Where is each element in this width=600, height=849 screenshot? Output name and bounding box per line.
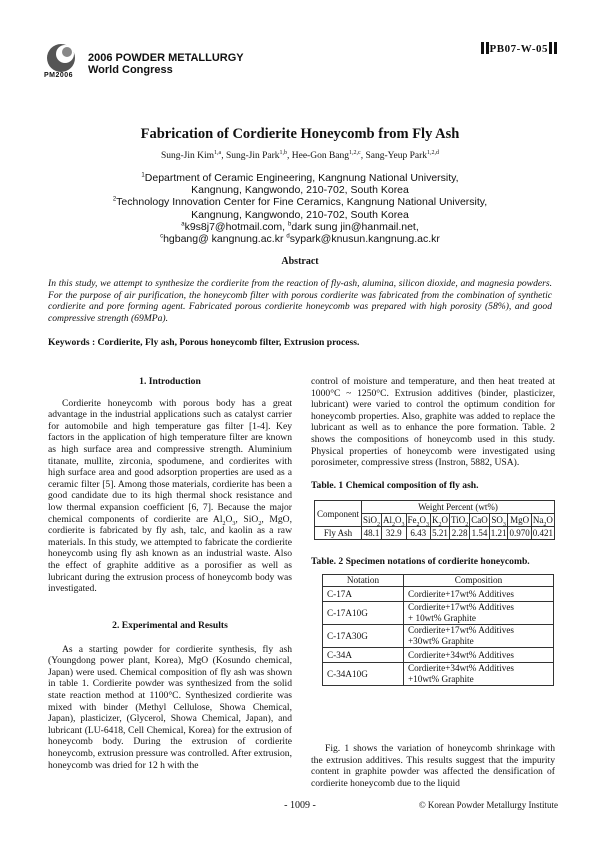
table-header: $Fe_2O_3$ (407, 515, 430, 528)
composition-cell: Cordierite+17wt% Additives (404, 587, 554, 602)
paragraph: Cordierite honeycomb with porous body has a great advantage in the industrial applications such as catalyst carrier for automobile and high temperature gas filter [1-4]. Key factors in the application of high temperature filter are known as high surface area and compressive strength. Aluminium titanate, mullite, zirconia, spodumene, and cordierites with high surface area and good adsorption properties are used as a ceramic filter [5]. Among those materials, cordierite has been a good candidate due to its high thermal shock resistance and low thermal expansion coefficient [6, 7]. Because the major chemical components of cordierite are $Al_2O_3$, SiO$_2$, MgO, cordierite is fabricated by fly ash, talc, and kaolin as a raw materials. In this study, we attempted to fabricate the cordierite honeycomb using fly ash known as an industrial waste. Also the effect of graphite additive as a porosifier as well as lubricant during the extrusion process of honeycomb body was investigated. (48, 397, 293, 595)
notation-cell: C-34A10G (323, 663, 404, 686)
results-paragraph (311, 743, 555, 789)
author-list: Sung-Jin Kim$^{1,a}$, Sung-Jin Park$^{1,b}$, Hee-Gon Bang$^{1,2,c}$, Sang-Yeup Park$^{1,2,d}$ (160, 149, 440, 161)
paragraph: As a starting powder for cordierite synthesis, fly ash (Youngdong power plant, Korea), MgO (Kosundo chemical, Japan) were used. Chemical composition of fly ash was shown in table 1. Cordierite powder was synthesized from the solid state reaction method at 1100°C. Synthesized cordierite was mixed with binder (Methyl Cellulose, Showa Chemical, Japan), plasticizer, (Glycerol, Showa Chemical, Japan), and lubricant (LU-6418, Cell Chemical, Korea) for the extrusion of honeycomb body. During the extrusion of cordierite honeycomb, extrusion pressure was controlled. After extrusion, honeycomb was dried for 12 h with the (48, 643, 292, 771)
table2-caption: Table. 2 Specimen notations of cordierite honeycomb. (311, 556, 530, 567)
keywords: Keywords : Cordierite, Fly ash, Porous honeycomb filter, Extrusion process. (48, 337, 360, 348)
paragraph: control of moisture and temperature, and then heat treated at 1000°C ~ 1250°C. Extrusion additives (binder, plasticizer, lubricant) were varied to control the optimum condition for honeycomb properties. Also, graphite was added to replace the lubricant as well as to enhance the pore formation. Table. 2 shows the compositions of honeycomb used in this study. Physical properties of honeycomb were investigated using porosimeter, compressive stress (Instron, 5882, USA). (311, 376, 555, 469)
table-cell: 2.28 (450, 527, 470, 540)
conference-name: 2006 POWDER METALLURGY World Congress (88, 52, 244, 76)
composition-cell: Cordierite+34wt% Additives +10wt% Graphite (404, 663, 554, 686)
paragraph: Fig. 1 shows the variation of honeycomb shrinkage with the extrusion additives. This results suggest that the impurity content in graphite powder was affected the densification of cordierite honeycomb due to the liquid (311, 743, 555, 789)
table2 (322, 574, 554, 686)
section-heading: 1. Introduction (139, 376, 201, 387)
table-row (323, 587, 554, 602)
pm2006-logo-icon (44, 42, 78, 76)
table-cell: 0.421 (532, 528, 553, 538)
table-header: $K_2O$ (432, 515, 449, 528)
section-heading: 2. Experimental and Results (112, 620, 228, 631)
table-header: Weight Percent (wt%) (362, 501, 555, 514)
notation-cell: C-34A (323, 648, 404, 663)
abstract-heading: Abstract (281, 256, 319, 267)
table-cell: 48.1 (362, 527, 382, 540)
table-cell: Fly Ash (315, 527, 362, 540)
composition-cell: Cordierite+17wt% Additives + 10wt% Graphite (404, 602, 554, 625)
table-row (323, 602, 554, 625)
table-header: Component (315, 501, 362, 527)
table-row (323, 663, 554, 686)
table-cell: 1.21 (490, 528, 507, 538)
abstract-text: In this study, we attempt to synthesize the cordierite from the reaction of fly-ash, alumina, silicon dioxide, and magnesia powders. For the purpose of air purification, the honeycomb filter with porous cordierite was fabricated from the combination of synthetic cordierite and pore forming agent. Fabricated porous cordierite honeycomb was prepared with high porosity (58%), and good compressive strength (69MPa). (48, 278, 552, 324)
table1 (314, 500, 555, 540)
affiliations: $^1$Department of Ceramic Engineering, Kangnung National University, Kangnung, Kangwondo, 210-702, South Korea $^2$Technology Innovation Center for Fine Ceramics, Kangnung National University, Kangnung, Kangwondo, 210-702, South Korea $^a$k9s8j7@hotmail.com, $^b$dark sung jin@hanmail.net, $^c$hgbang@ kangnung.ac.kr $^d$sypark@knusun.kangnung.ac.kr (112, 172, 488, 246)
notation-cell: C-17A10G (323, 602, 404, 625)
section-experimental (48, 620, 292, 771)
table-cell: 0.970 (509, 528, 530, 538)
experimental-continued (311, 376, 555, 469)
composition-cell: Cordierite+17wt% Additives +30wt% Graphite (404, 625, 554, 648)
paper-code: PB07-W-05 (480, 42, 558, 55)
table-cell: 32.9 (382, 527, 407, 540)
table-cell: 1.54 (471, 528, 488, 538)
table-row (323, 625, 554, 648)
page-number: - 1009 - (284, 800, 316, 811)
table-header: Notation (323, 575, 404, 587)
table-row (323, 648, 554, 663)
table-header: Composition (404, 575, 554, 587)
table-header: CaO (471, 515, 488, 525)
table-row (315, 527, 555, 540)
table-cell: 5.21 (432, 528, 448, 538)
table-header: SiO$_2$ (363, 515, 381, 528)
table-header: TiO$_2$ (451, 515, 469, 528)
notation-cell: C-17A30G (323, 625, 404, 648)
table-header: $Na_2O$ (532, 515, 553, 528)
notation-cell: C-17A (323, 587, 404, 602)
table1-caption: Table. 1 Chemical composition of fly ash. (311, 480, 479, 491)
composition-cell: Cordierite+34wt% Additives (404, 648, 554, 663)
table-cell: 6.43 (406, 527, 431, 540)
table-header: $Al_2O_3$ (383, 515, 405, 528)
paper-title: Fabrication of Cordierite Honeycomb from Fly Ash (140, 126, 460, 142)
section-introduction (48, 376, 292, 595)
copyright: © Korean Powder Metallurgy Institute (418, 800, 558, 810)
table-header: $SO_3$ (489, 514, 508, 527)
logo-text: PM2006 (44, 72, 74, 79)
table-header: MgO (508, 514, 531, 527)
